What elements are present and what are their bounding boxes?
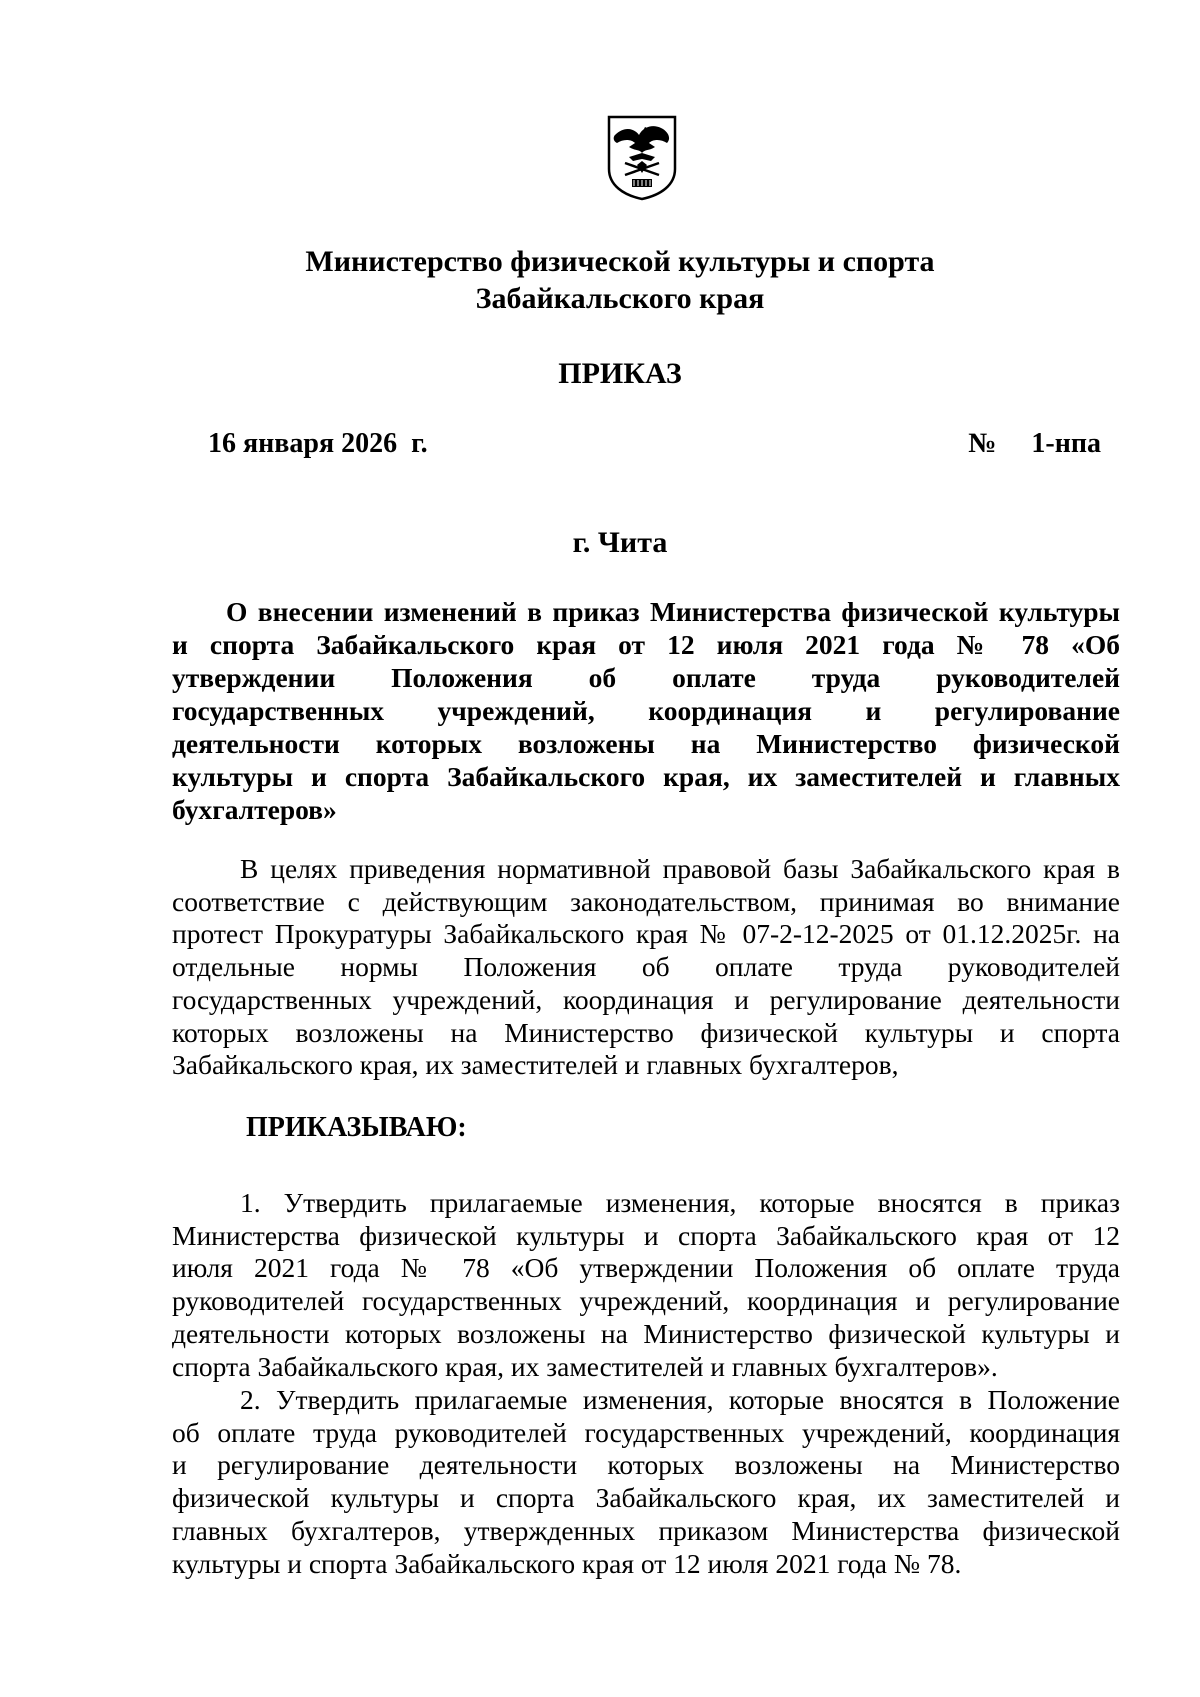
order-subject [172, 595, 1120, 826]
document-type-title: ПРИКАЗ [558, 357, 682, 390]
subject-line: и спорта Забайкальского края от 12 июля 2021 года № 78 «Об [172, 629, 1120, 660]
city-name: г. Чита [572, 526, 668, 559]
subject-line: утверждении Положения об оплате труда руководителей [172, 662, 1120, 693]
preamble-line: которых возложены на Министерство физической культуры и спорта [172, 1016, 1120, 1048]
preamble-line: отдельные нормы Положения об оплате труда руководителей [172, 951, 1120, 983]
preamble-line: протест Прокуратуры Забайкальского края № 07-2-12-2025 от 01.12.2025г. на [172, 918, 1120, 950]
ministry-name-line-2: Забайкальского края [475, 282, 765, 315]
subject-line: деятельности которых возложены на Министерство физической [172, 728, 1120, 759]
order-number: № 1-нпа [968, 428, 1101, 459]
item-line: руководителей государственных учреждений, координация и регулирование [172, 1285, 1120, 1317]
preamble-line: государственных учреждений, координация и регулирование деятельности [172, 983, 1120, 1015]
item-line: об оплате труда руководителей государственных учреждений, координация [172, 1416, 1120, 1448]
item-line: культуры и спорта Забайкальского края от 12 июля 2021 года № 78. [172, 1547, 962, 1579]
item-line: физической культуры и спорта Забайкальского края, их заместителей и [172, 1482, 1120, 1514]
order-item-2 [172, 1384, 1120, 1580]
subject-line: О внесении изменений в приказ Министерства физической культуры [226, 596, 1120, 627]
item-line: 2. Утвердить прилагаемые изменения, которые вносятся в Положение [240, 1384, 1120, 1415]
order-item-1 [172, 1187, 1120, 1383]
preamble-line: соответствие с действующим законодательством, принимая во внимание [172, 885, 1120, 917]
item-line: и регулирование деятельности которых возложены на Министерство [172, 1449, 1120, 1481]
item-line: Министерства физической культуры и спорта Забайкальского края от 12 [172, 1219, 1120, 1251]
preamble-paragraph [172, 853, 1120, 1082]
subject-line: государственных учреждений, координация и регулирование [172, 695, 1120, 726]
subject-line: культуры и спорта Забайкальского края, их заместителей и главных [172, 761, 1120, 792]
item-line: деятельности которых возложены на Министерство физической культуры и [172, 1317, 1120, 1349]
item-line: 1. Утвердить прилагаемые изменения, которые вносятся в приказ [240, 1187, 1120, 1218]
preamble-line: Забайкальского края, их заместителей и главных бухгалтеров, [172, 1049, 899, 1081]
decree-word: ПРИКАЗЫВАЮ: [246, 1112, 467, 1143]
item-line: спорта Забайкальского края, их заместителей и главных бухгалтеров». [172, 1350, 998, 1382]
order-date: 16 января 2026 г. [208, 428, 428, 459]
ministry-name-line-1: Министерство физической культуры и спорта [305, 245, 935, 278]
coat-of-arms-emblem [605, 113, 679, 201]
item-line: главных бухгалтеров, утвержденных приказом Министерства физической [172, 1514, 1120, 1546]
preamble-line: В целях приведения нормативной правовой базы Забайкальского края в [240, 853, 1120, 884]
subject-line: бухгалтеров» [172, 794, 337, 825]
item-line: июля 2021 года № 78 «Об утверждении Положения об оплате труда [172, 1252, 1120, 1284]
